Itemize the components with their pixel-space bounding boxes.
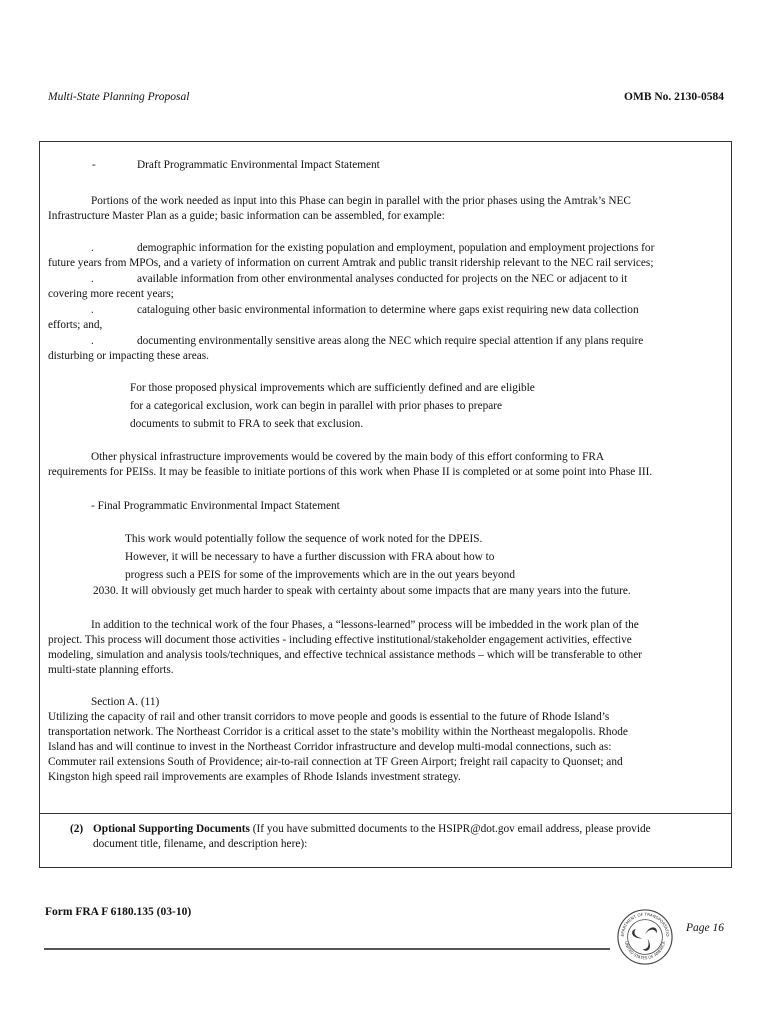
supporting-line-1 xyxy=(93,822,651,837)
ce-line-1: For those proposed physical improvements which are sufficiently defined and are eligible xyxy=(130,382,535,394)
section-title: Section A. (11) xyxy=(91,696,160,708)
header-right: OMB No. 2130-0584 xyxy=(624,91,724,103)
bullet-4-line-1: documenting environmentally sensitive areas along the NEC which require special attention if any plans require xyxy=(137,335,644,347)
fpeis-title: - Final Programmatic Environmental Impact Statement xyxy=(91,500,340,512)
lessons-line-4: multi-state planning efforts. xyxy=(48,664,174,676)
ce-line-3: documents to submit to FRA to seek that exclusion. xyxy=(130,418,364,430)
dpeis-title: Draft Programmatic Environmental Impact Statement xyxy=(137,159,380,171)
lessons-line-2: project. This process will document those activities - including effective institutional/stakeholder engagement activities, effective xyxy=(48,634,632,646)
dpeis-dash: - xyxy=(92,159,96,171)
header-left: Multi-State Planning Proposal xyxy=(48,91,190,103)
portions-line-1: Portions of the work needed as input into this Phase can begin in parallel with the prior phases using the Amtrak’s NEC xyxy=(91,195,631,207)
fpeis-line-3: progress such a PEIS for some of the improvements which are in the out years beyond xyxy=(125,569,515,581)
footer-rule xyxy=(44,948,610,950)
footer-form-number: Form FRA F 6180.135 (03-10) xyxy=(45,906,192,918)
supporting-number: (2) xyxy=(70,823,84,835)
bullet-4-mark: . xyxy=(91,335,94,347)
supporting-label: Optional Supporting Documents xyxy=(93,823,250,835)
ri-line-3: Island has and will continue to invest in the Northeast Corridor infrastructure and develop multi-modal connections, such as: xyxy=(48,741,612,753)
bullet-2-mark: . xyxy=(91,273,94,285)
lessons-line-1: In addition to the technical work of the four Phases, a “lessons-learned” process will be imbedded in the work plan of the xyxy=(91,619,639,631)
bullet-4-line-2: disturbing or impacting these areas. xyxy=(48,350,209,362)
fpeis-line-4: 2030. It will obviously get much harder to speak with certainty about some impacts that are many years into the future. xyxy=(93,585,631,597)
bullet-3-mark: . xyxy=(91,304,94,316)
bullet-1-line-1: demographic information for the existing population and employment, population and employment projections for xyxy=(137,242,655,254)
lessons-line-3: modeling, simulation and analysis tools/techniques, and effective technical assistance methods – which will be transferable to other xyxy=(48,649,642,661)
frame-divider xyxy=(39,813,732,814)
seal-text-bottom: UNITED STATES OF AMERICA xyxy=(623,940,667,961)
fpeis-line-2: However, it will be necessary to have a further discussion with FRA about how to xyxy=(125,551,495,563)
bullet-3-line-2: efforts; and, xyxy=(48,319,103,331)
bullet-1-line-2: future years from MPOs, and a variety of information on current Amtrak and public transit ridership relevant to the NEC rail services; xyxy=(48,257,654,269)
bullet-2-line-2: covering more recent years; xyxy=(48,288,174,300)
ri-line-4: Commuter rail extensions South of Providence; air-to-rail connection at TF Green Airport; freight rail capacity to Quonset; and xyxy=(48,756,623,768)
page-number: Page 16 xyxy=(685,922,724,934)
bullet-2-line-1: available information from other environmental analyses conducted for projects on the NEC or adjacent to it xyxy=(137,273,628,285)
portions-line-2: Infrastructure Master Plan as a guide; basic information can be assembled, for example: xyxy=(48,210,445,222)
other-line-1: Other physical infrastructure improvements would be covered by the main body of this effort conforming to FRA xyxy=(91,451,605,463)
supporting-text-1: (If you have submitted documents to the HSIPR@dot.gov email address, please provide xyxy=(249,823,651,835)
supporting-line-2: document title, filename, and description here): xyxy=(93,838,308,850)
fpeis-line-1: This work would potentially follow the sequence of work noted for the DPEIS. xyxy=(125,533,483,545)
bullet-1-mark: . xyxy=(91,242,94,254)
ce-line-2: for a categorical exclusion, work can begin in parallel with prior phases to prepare xyxy=(130,400,503,412)
seal-text-top: EPARTMENT OF TRANSPORTATIO xyxy=(619,911,671,937)
other-line-2: requirements for PEISs. It may be feasible to initiate portions of this work when Phase II is completed or at some point into Phase III. xyxy=(48,466,653,478)
dot-seal-icon xyxy=(616,908,674,966)
bullet-3-line-1: cataloguing other basic environmental information to determine where gaps exist requiring new data collection xyxy=(137,304,639,316)
ri-line-5: Kingston high speed rail improvements are examples of Rhode Islands investment strategy. xyxy=(48,771,461,783)
ri-line-2: transportation network. The Northeast Corridor is a critical asset to the state’s mobility within the Northeast megalopolis. Rhode xyxy=(48,726,628,738)
ri-line-1: Utilizing the capacity of rail and other transit corridors to move people and goods is essential to the future of Rhode Island’s xyxy=(48,711,610,723)
